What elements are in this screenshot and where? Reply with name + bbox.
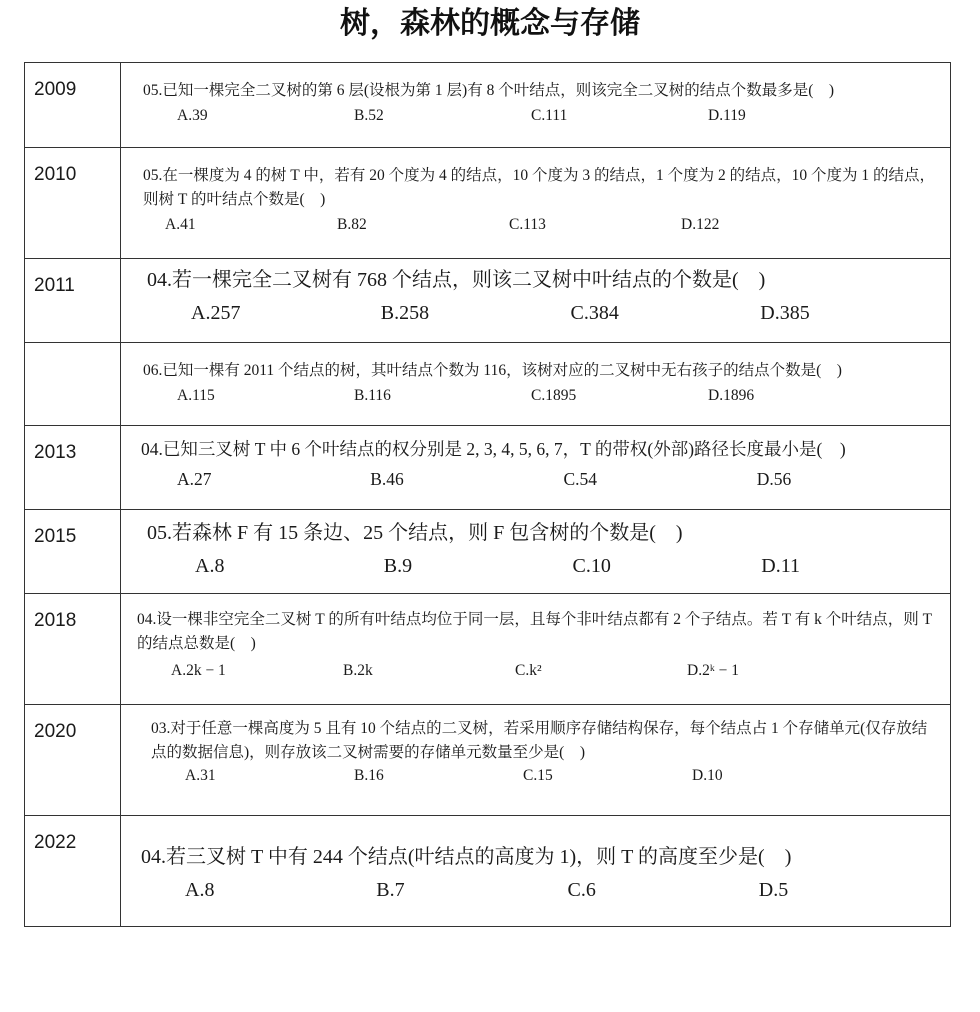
option-b: B.116: [354, 387, 391, 405]
option-c: C.6: [567, 879, 596, 901]
question-text: 03.对于任意一棵高度为 5 且有 10 个结点的二叉树，若采用顺序存储结构保存，每个结点占 1 个存储单元(仅存放结点的数据信息)，则存放该二叉树需要的存储单元数量至少是( ): [151, 720, 928, 762]
option-b: B.7: [376, 879, 405, 901]
options-row: [121, 103, 950, 125]
option-a: A.8: [195, 555, 225, 577]
question-text: 04.已知三叉树 T 中 6 个叶结点的权分别是 2, 3, 4, 5, 6, 7，T 的带权(外部)路径长度最小是( ): [141, 439, 846, 459]
year-cell: 2011: [25, 259, 121, 343]
option-c: C.54: [563, 469, 598, 490]
option-c: C.1895: [531, 387, 577, 405]
year-cell: 2010: [25, 148, 121, 259]
option-d: D.119: [708, 107, 746, 125]
option-d: D.122: [681, 216, 720, 234]
option-c: C.384: [570, 302, 619, 324]
question-cell: [121, 259, 951, 343]
page-title: 树，森林的概念与存储: [340, 6, 640, 41]
table-row: [25, 426, 951, 510]
option-d: D.1896: [708, 387, 755, 405]
table-row: [25, 63, 951, 148]
question-cell: [121, 816, 951, 927]
option-a: A.2k − 1: [171, 662, 226, 680]
question-cell: [121, 705, 951, 816]
question-cell: [121, 148, 951, 259]
year-cell: 2018: [25, 594, 121, 705]
option-c: C.113: [509, 216, 546, 234]
option-d: D.385: [760, 302, 810, 324]
option-b: B.16: [354, 767, 384, 785]
option-d: D.2ᵏ − 1: [687, 662, 739, 680]
year-cell: 2020: [25, 705, 121, 816]
year-cell: 2022: [25, 816, 121, 927]
option-c: C.k²: [515, 662, 542, 680]
question-text: 05.已知一棵完全二叉树的第 6 层(设根为第 1 层)有 8 个叶结点，则该完全二叉树的结点个数最多是( ): [143, 82, 835, 99]
option-d: D.5: [758, 879, 789, 901]
exam-question-table: [24, 62, 951, 927]
year-cell: 2015: [25, 510, 121, 594]
option-d: D.11: [761, 555, 800, 577]
question-text: 05.在一棵度为 4 的树 T 中，若有 20 个度为 4 的结点，10 个度为 3 的结点，1 个度为 2 的结点，10 个度为 1 的结点，则树 T 的叶结点个数是( ): [143, 167, 935, 209]
options-row: [121, 873, 950, 902]
question-text: 04.若三叉树 T 中有 244 个结点(叶结点的高度为 1)，则 T 的高度至少是( ): [141, 846, 792, 868]
options-row: [121, 765, 950, 785]
table-row: [25, 259, 951, 343]
table-row: [25, 594, 951, 705]
question-text: 04.设一棵非空完全二叉树 T 的所有叶结点均位于同一层，且每个非叶结点都有 2 个子结点。若 T 有 k 个叶结点，则 T 的结点总数是( ): [137, 611, 932, 653]
option-a: A.31: [185, 767, 216, 785]
question-text: 04.若一棵完全二叉树有 768 个结点，则该二叉树中叶结点的个数是( ): [147, 269, 766, 291]
option-c: C.10: [572, 555, 611, 577]
options-row: [121, 212, 950, 234]
options-row: [121, 549, 950, 578]
option-a: A.115: [177, 387, 215, 405]
question-cell: [121, 426, 951, 510]
option-a: A.39: [177, 107, 208, 125]
option-b: B.2k: [343, 662, 373, 680]
year-cell: 2013: [25, 426, 121, 510]
question-cell: [121, 510, 951, 594]
question-cell: [121, 343, 951, 426]
table-row: [25, 510, 951, 594]
option-b: B.82: [337, 216, 367, 234]
year-cell: 2009: [25, 63, 121, 148]
option-b: B.46: [370, 469, 404, 490]
options-row: [121, 656, 950, 680]
option-a: A.257: [191, 302, 241, 324]
option-a: A.27: [177, 469, 212, 490]
question-text: 05.若森林 F 有 15 条边、25 个结点，则 F 包含树的个数是( ): [147, 522, 683, 544]
option-c: C.111: [531, 107, 568, 125]
option-a: A.8: [185, 879, 215, 901]
option-b: B.52: [354, 107, 384, 125]
option-b: B.9: [383, 555, 413, 577]
table-row: [25, 148, 951, 259]
option-d: D.56: [756, 469, 792, 490]
question-text: 06.已知一棵有 2011 个结点的树，其叶结点个数为 116，该树对应的二叉树中无右孩子的结点个数是( ): [143, 362, 842, 379]
question-cell: [121, 63, 951, 148]
question-cell: [121, 594, 951, 705]
table-row: [25, 816, 951, 927]
options-row: [121, 296, 950, 325]
options-row: [121, 383, 950, 405]
options-row: [121, 463, 950, 490]
year-cell: [25, 343, 121, 426]
table-row: [25, 343, 951, 426]
table-row: [25, 705, 951, 816]
option-a: A.41: [165, 216, 196, 234]
option-c: C.15: [523, 767, 553, 785]
option-b: B.258: [380, 302, 430, 324]
option-d: D.10: [692, 767, 723, 785]
